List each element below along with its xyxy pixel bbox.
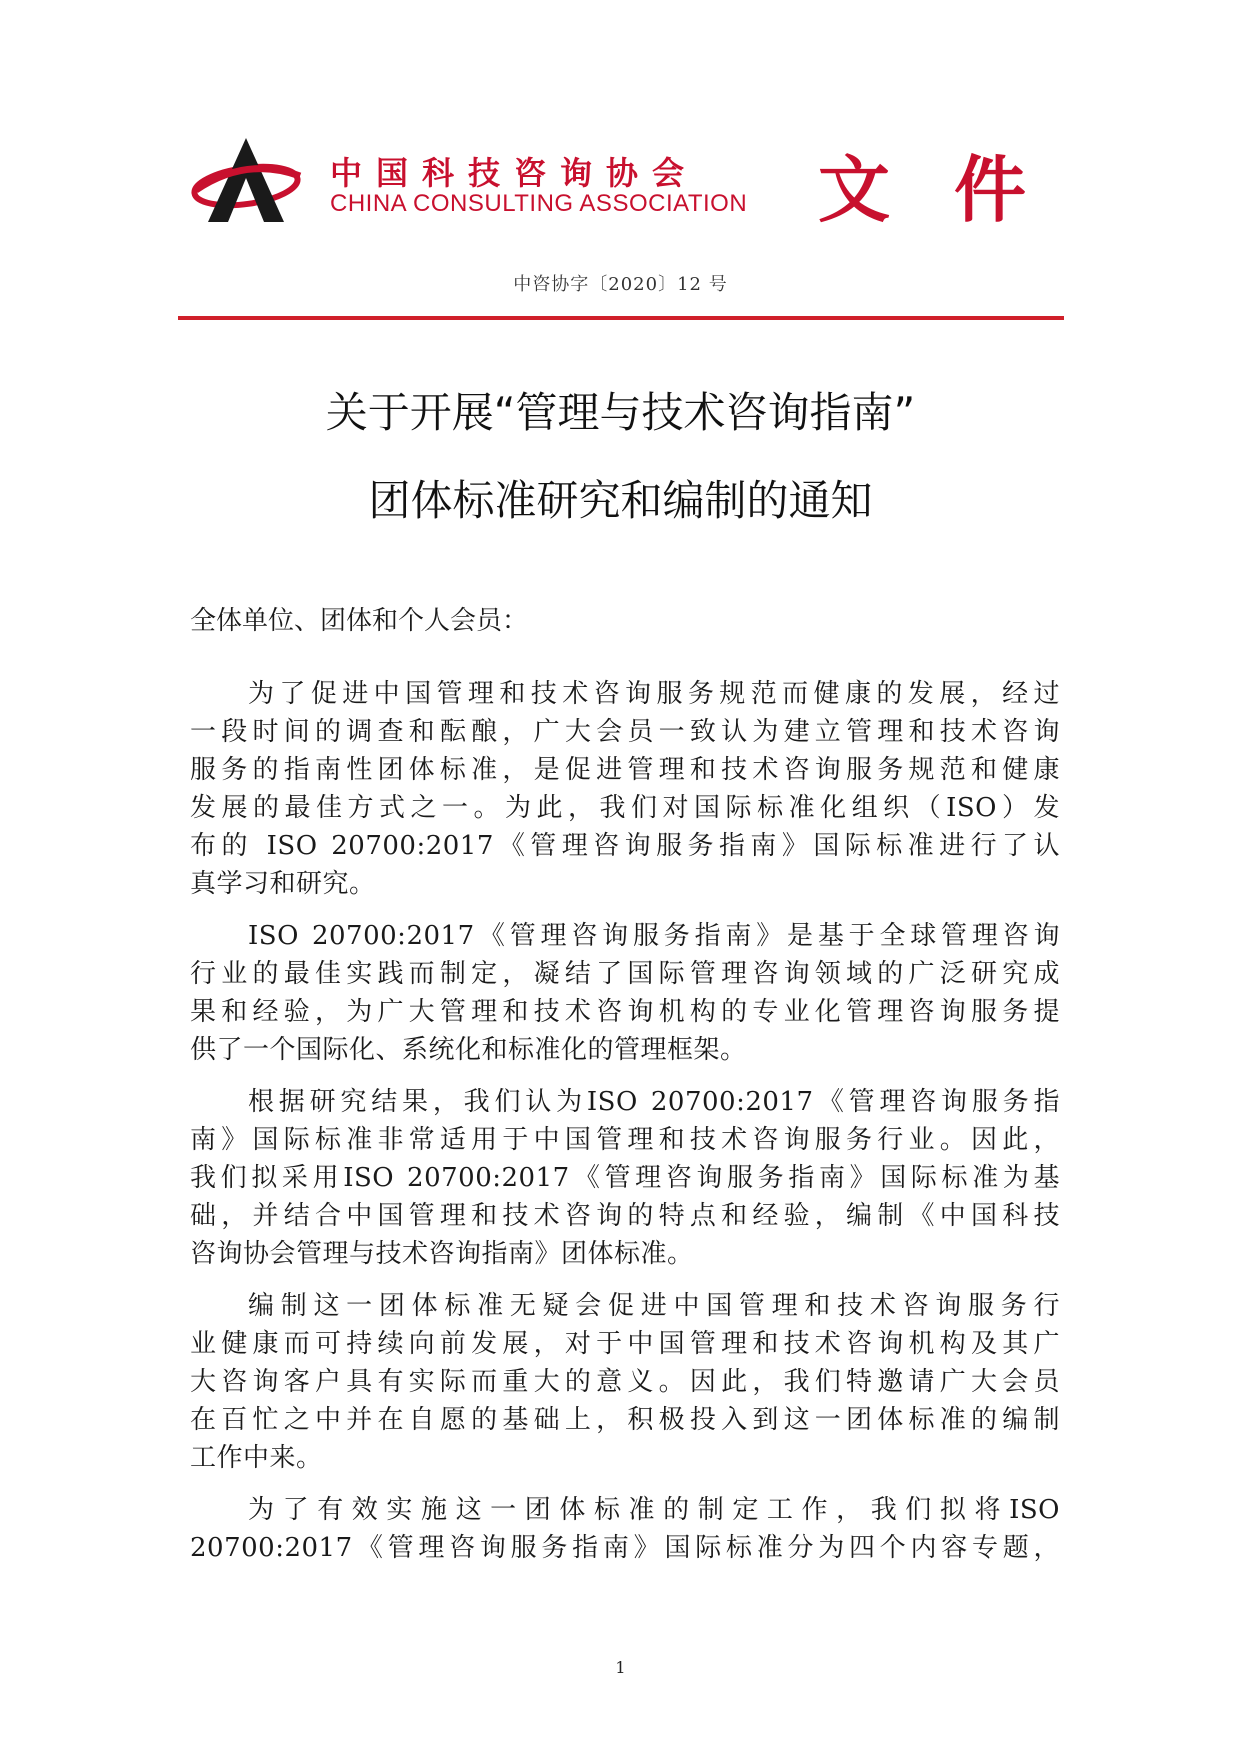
text-line: 真学习和研究。 [190, 869, 376, 899]
letterhead [190, 132, 1091, 232]
text-line: 根据研究结果，我们认为ISO 20700:2017《管理咨询服务指 [248, 1087, 1060, 1117]
text-line: 南》国际标准非常适用于中国管理和技术咨询服务行业。因此， [190, 1125, 1060, 1155]
org-name-cn: 中国科技咨询协会 [330, 154, 699, 192]
title-line-2: 团体标准研究和编制的通知 [368, 476, 873, 525]
document-number: 中咨协字〔2020〕12 号 [513, 274, 728, 295]
text-line: 发展的最佳方式之一。为此，我们对国际标准化组织（ISO）发 [190, 793, 1060, 823]
text-line: 在百忙之中并在自愿的基础上，积极投入到这一团体标准的编制 [190, 1405, 1060, 1435]
paragraph [190, 1287, 1060, 1477]
paragraph [190, 917, 1060, 1069]
paragraph [190, 675, 1060, 903]
text-line: 为了促进中国管理和技术咨询服务规范而健康的发展，经过 [248, 679, 1060, 709]
salutation: 全体单位、团体和个人会员： [190, 606, 529, 636]
cca-logo-icon [190, 136, 305, 226]
text-line: 我们拟采用ISO 20700:2017《管理咨询服务指南》国际标准为基 [190, 1163, 1060, 1193]
text-line: 服务的指南性团体标准，是促进管理和技术咨询服务规范和健康 [190, 755, 1060, 785]
title-line-1: 关于开展“管理与技术咨询指南” [325, 388, 916, 437]
text-line: 业健康而可持续向前发展，对于中国管理和技术咨询机构及其广 [190, 1329, 1060, 1359]
text-line: ISO 20700:2017《管理咨询服务指南》是基于全球管理咨询 [248, 921, 1060, 951]
text-line: 础，并结合中国管理和技术咨询的特点和经验，编制《中国科技 [190, 1201, 1060, 1231]
text-line: 大咨询客户具有实际而重大的意义。因此，我们特邀请广大会员 [190, 1367, 1060, 1397]
red-divider [178, 316, 1064, 320]
org-name-en: CHINA CONSULTING ASSOCIATION [330, 190, 748, 217]
paragraph [190, 1491, 1060, 1567]
text-line: 咨询协会管理与技术咨询指南》团体标准。 [190, 1239, 694, 1269]
text-line: 一段时间的调查和酝酿，广大会员一致认为建立管理和技术咨询 [190, 717, 1060, 747]
text-line: 20700:2017《管理咨询服务指南》国际标准分为四个内容专题， [190, 1533, 1060, 1563]
text-line: 供了一个国际化、系统化和标准化的管理框架。 [190, 1035, 747, 1065]
text-line: 布的 ISO 20700:2017《管理咨询服务指南》国际标准进行了认 [190, 831, 1060, 861]
paragraph [190, 1083, 1060, 1273]
text-line: 为了有效实施这一团体标准的制定工作，我们拟将ISO [248, 1495, 1060, 1525]
text-line: 行业的最佳实践而制定，凝结了国际管理咨询领域的广泛研究成 [190, 959, 1060, 989]
page-number: 1 [615, 1658, 626, 1677]
document-label: 文件 [818, 147, 1091, 232]
text-line: 果和经验，为广大管理和技术咨询机构的专业化管理咨询服务提 [190, 997, 1060, 1027]
text-line: 工作中来。 [190, 1443, 323, 1473]
body-text [190, 675, 1060, 1581]
text-line: 编制这一团体标准无疑会促进中国管理和技术咨询服务行 [248, 1291, 1060, 1321]
